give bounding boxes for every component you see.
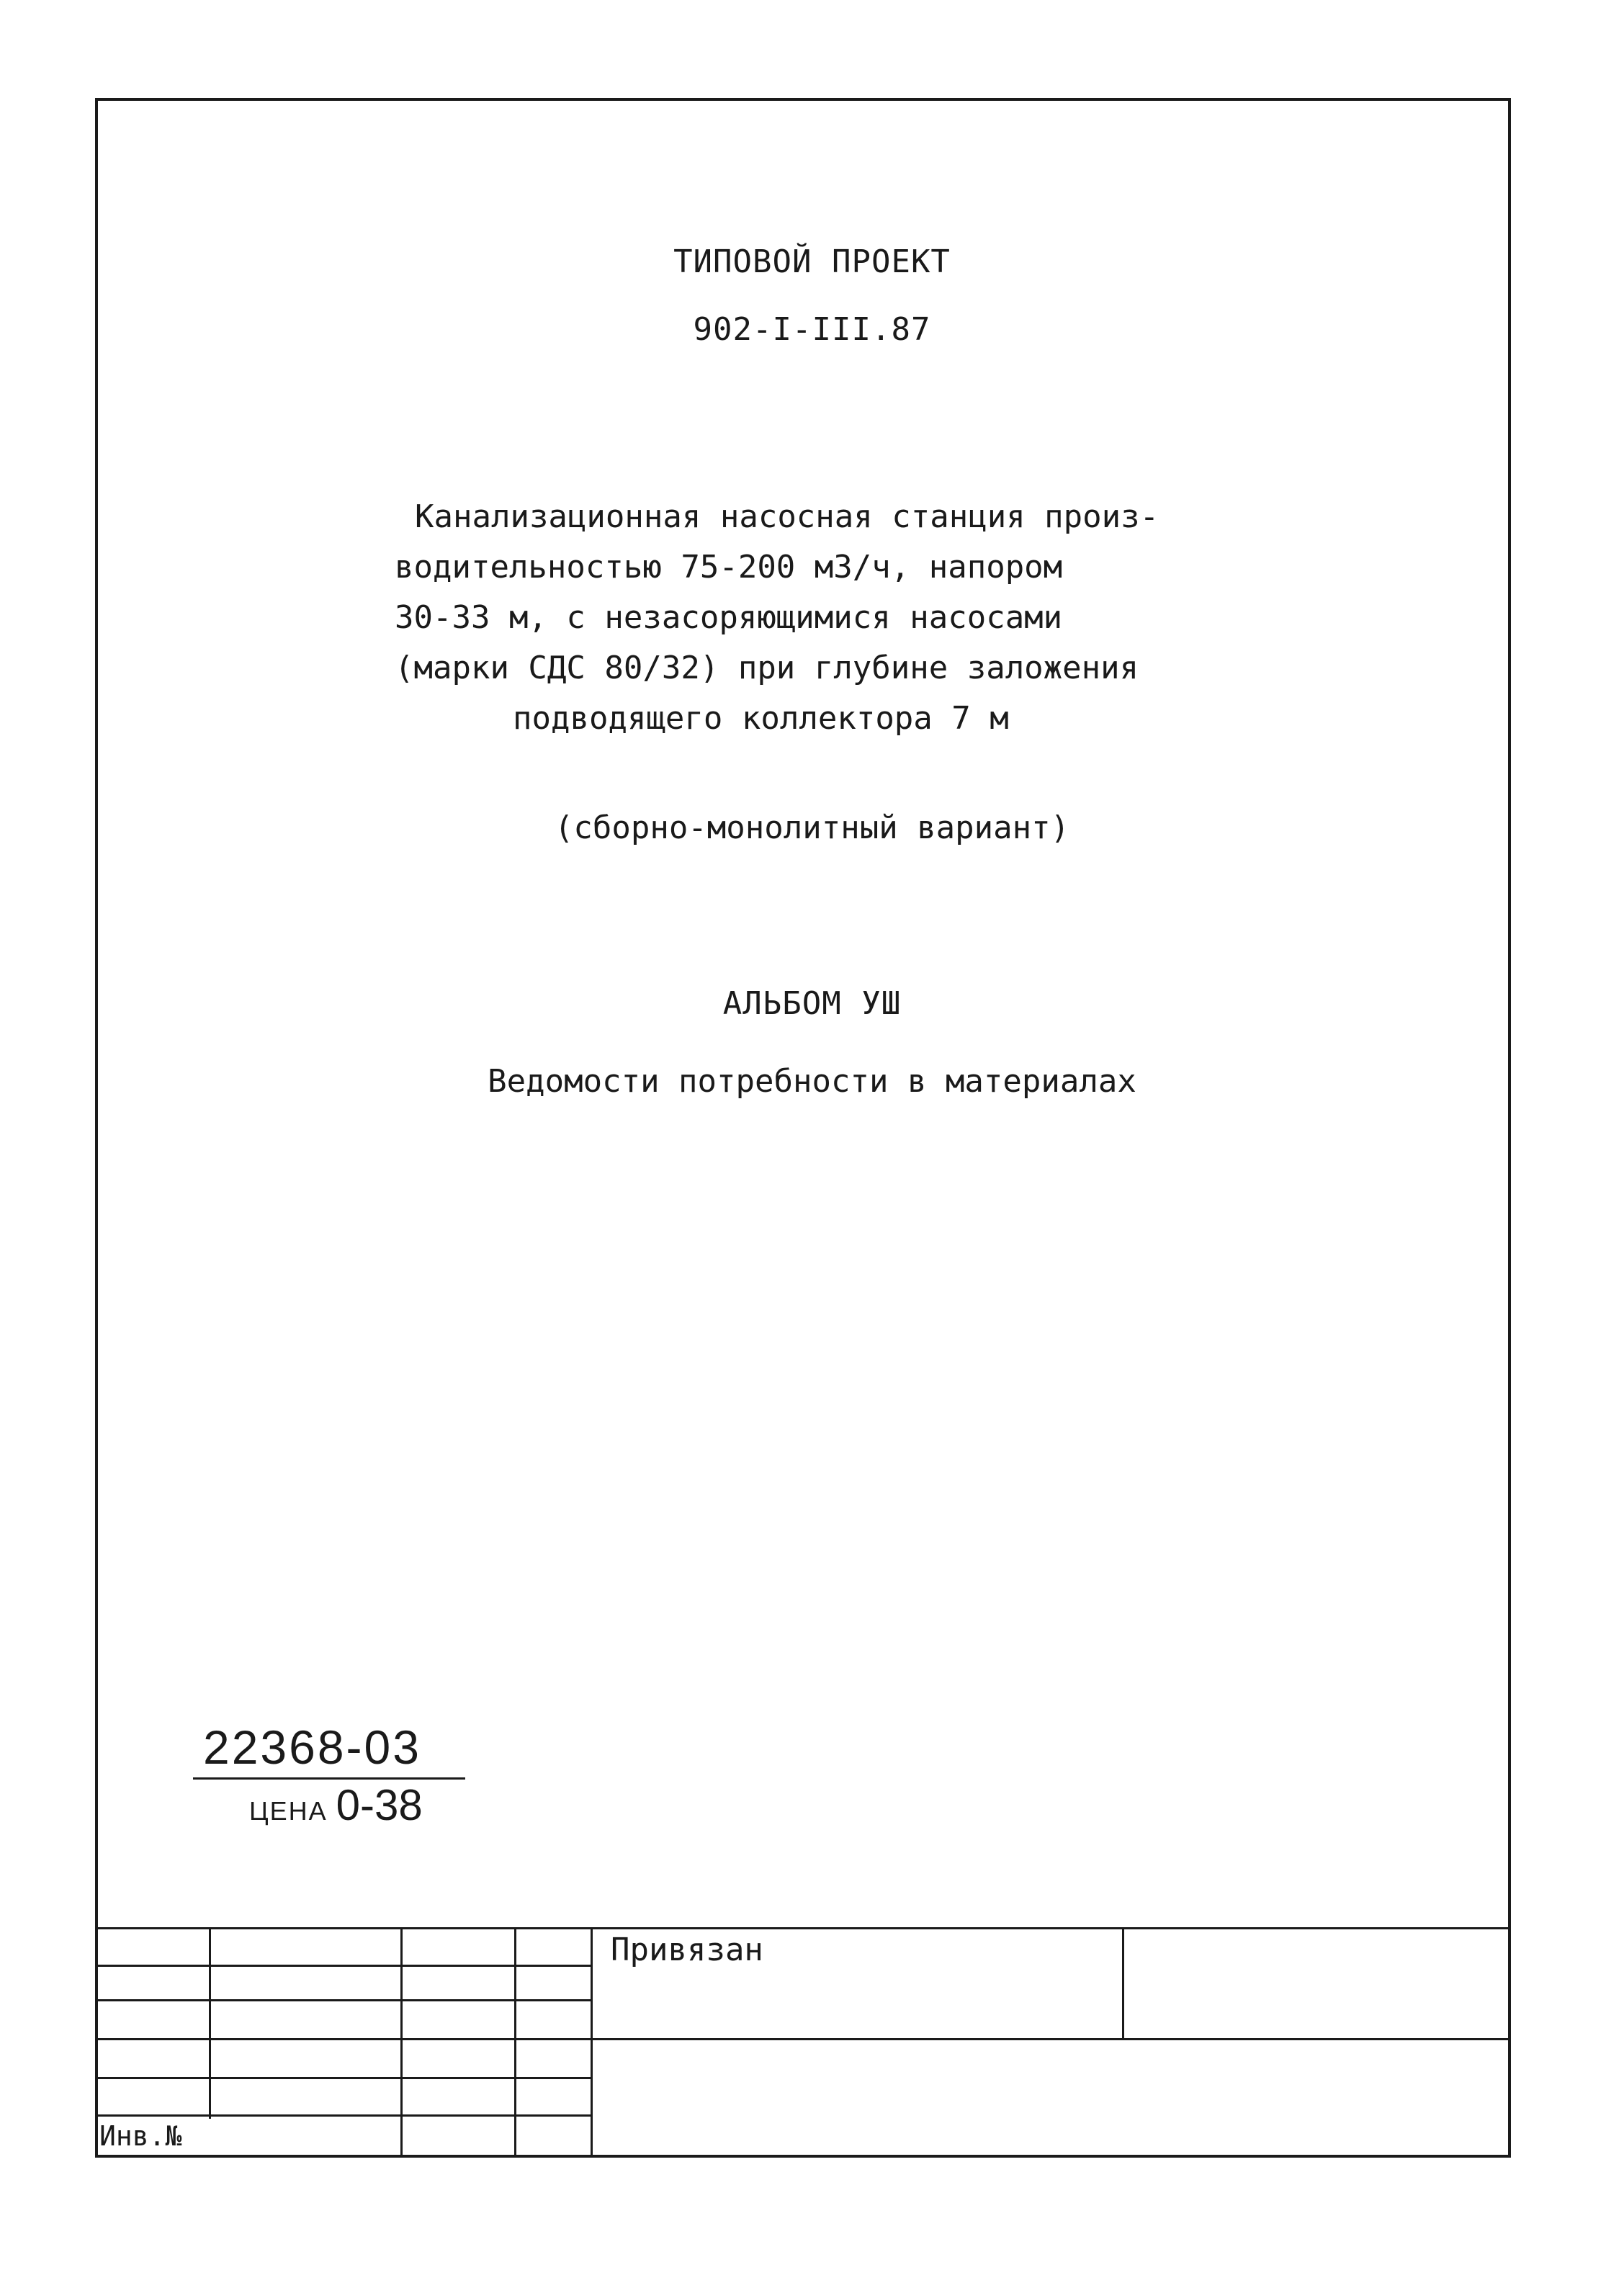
tb-mid-rule [95, 2038, 1511, 2040]
tb-col-rule [209, 1927, 211, 2119]
tb-row-rule [95, 2114, 592, 2117]
description-line-5: подводящего коллектора 7 м [513, 700, 1009, 737]
project-number: 902-I-III.87 [693, 311, 931, 348]
tb-col-rule [400, 1927, 403, 2158]
album-title: АЛЬБОМ УШ [722, 985, 902, 1022]
tb-row-rule [95, 1965, 592, 1967]
price-value: 0-38 [336, 1781, 423, 1829]
description-line-2: водительностью 75-200 м3/ч, напором [395, 549, 1063, 586]
document-frame [95, 98, 1511, 2158]
description-line-3: 30-33 м, с незасоряющимися насосами [395, 599, 1063, 636]
project-type: ТИПОВОЙ ПРОЕКТ [673, 243, 951, 280]
tb-col-rule [514, 1927, 516, 2158]
stamp-divider [193, 1777, 465, 1780]
stamp-number: 22368-03 [203, 1721, 421, 1774]
description-line-1: Канализационная насосная станция произ- [415, 498, 1159, 535]
inventory-label: Инв.№ [99, 2120, 182, 2152]
variant-note: (сборно-монолитный вариант) [554, 809, 1070, 846]
bound-label: Привязан [611, 1932, 763, 1968]
description-line-4: (марки СДС 80/32) при глубине заложения [395, 650, 1139, 686]
tb-col-rule [1122, 1927, 1124, 2040]
album-subtitle: Ведомости потребности в материалах [488, 1063, 1136, 1100]
tb-col-rule [591, 1927, 593, 2158]
tb-row-rule [95, 2077, 592, 2079]
tb-top-rule [95, 1927, 1511, 1929]
stamp-price [249, 1780, 423, 1830]
tb-row-rule [95, 1999, 592, 2001]
price-label: ЦЕНА [249, 1796, 328, 1826]
